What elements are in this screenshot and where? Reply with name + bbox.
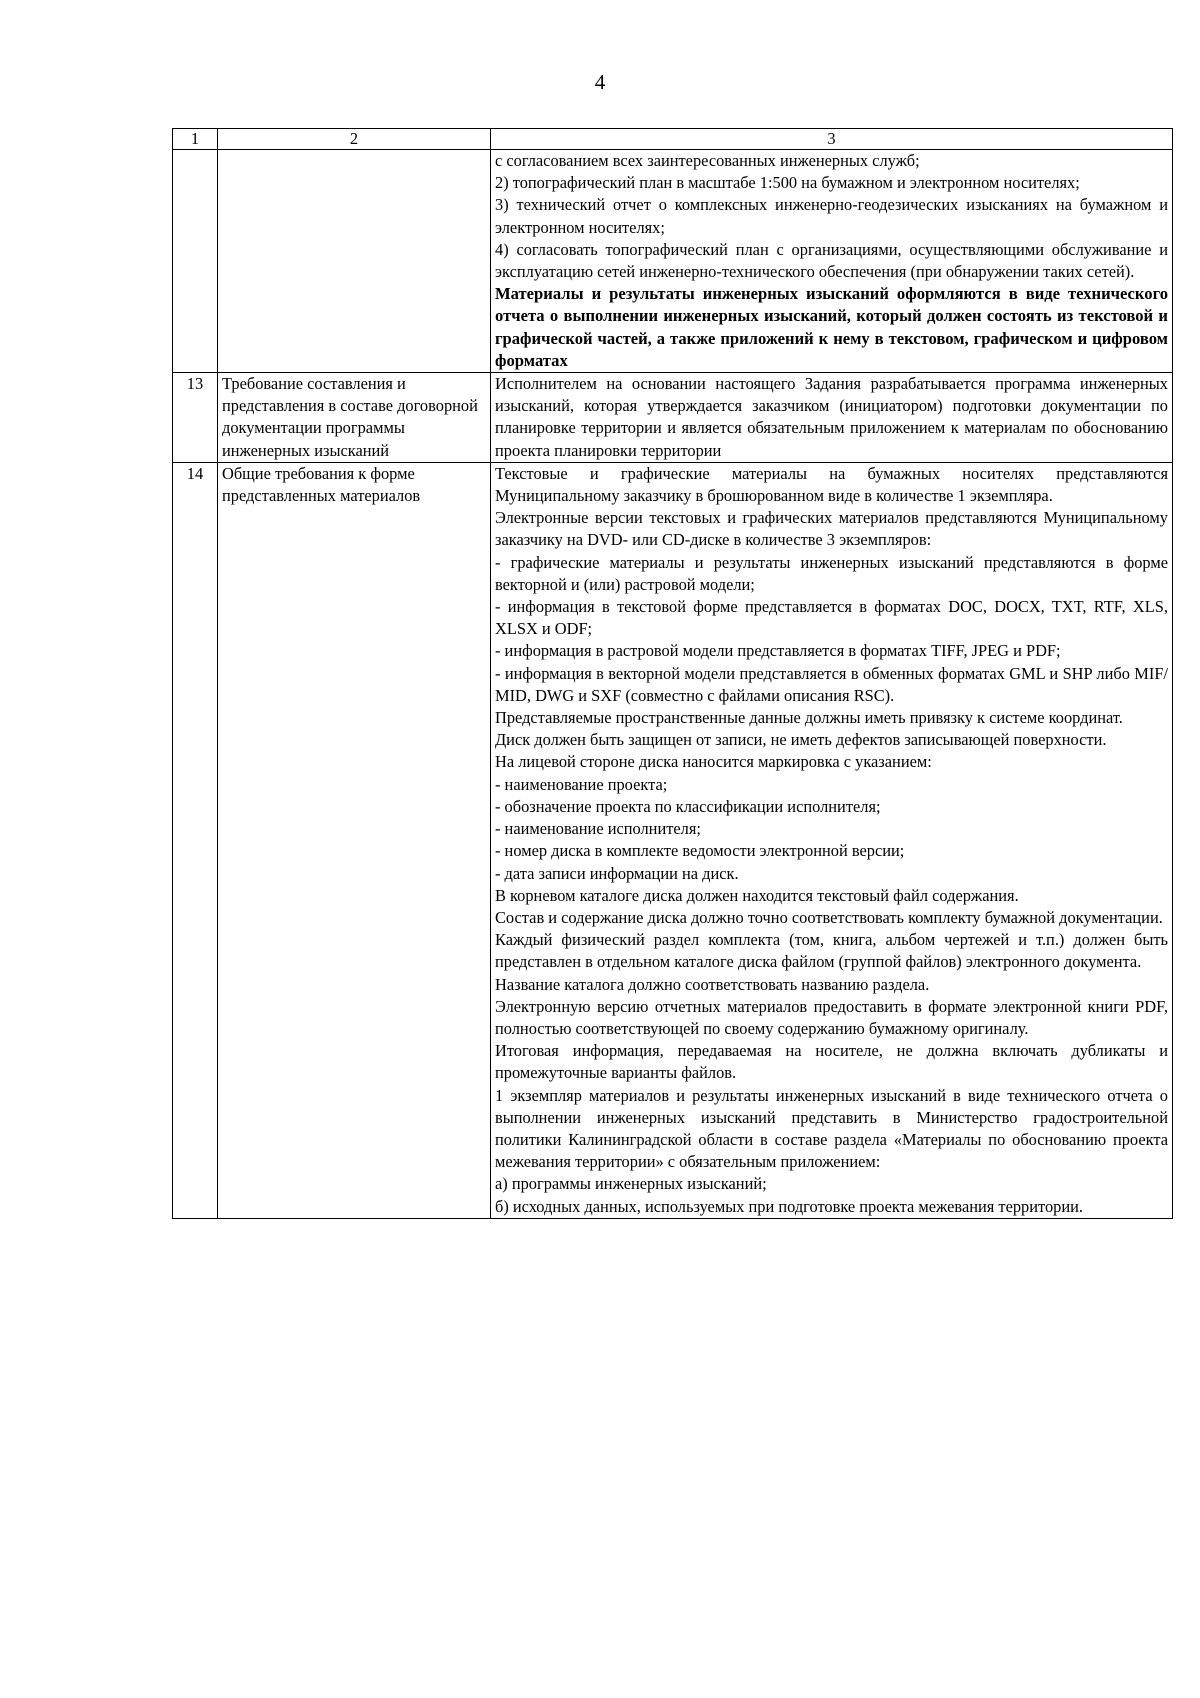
- requirement-name: Общие требования к форме представленных материалов: [218, 462, 491, 1218]
- content-paragraph: Текстовые и графические материалы на бумажных носителях представляются Муниципальному заказчику в брошюрованном виде в количестве 1 экземпляра.: [495, 463, 1168, 506]
- content-paragraph: Исполнителем на основании настоящего Задания разрабатывается программа инженерных изысканий, которая утверждается заказчиком (инициатором) подготовки документации по планировке территории и является обязательным приложением к материалам по обоснованию проекта планировки территории: [495, 374, 1168, 460]
- content-paragraph: Состав и содержание диска должно точно соответствовать комплекту бумажной документации.: [495, 907, 1163, 927]
- page-number: 4: [594, 70, 606, 94]
- table-header-row: [173, 129, 1173, 150]
- content-paragraph: 2) топографический план в масштабе 1:500 на бумажном и электронном носителях;: [495, 173, 1080, 193]
- row-number: 14: [173, 462, 218, 1218]
- content-paragraph: - номер диска в комплекте ведомости электронной версии;: [495, 841, 905, 861]
- table-row: [173, 150, 1173, 373]
- content-paragraph: На лицевой стороне диска наносится маркировка с указанием:: [495, 752, 932, 772]
- content-paragraph: Название каталога должно соответствовать названию раздела.: [495, 974, 930, 994]
- content-paragraph: с согласованием всех заинтересованных инженерных служб;: [495, 151, 920, 170]
- content-paragraph: 1 экземпляр материалов и результаты инженерных изысканий в виде технического отчета о выполнении инженерных изысканий представить в Министерство градостроительной политики Калининградской области в составе раздела «Материалы по обоснованию проекта межевания территории» с обязательным приложением:: [495, 1085, 1168, 1172]
- content-paragraph: - информация в векторной модели представляется в обменных форматах GML и SHP либо MIF/ MID, DWG и SXF (совместно с файлами описания RSC).: [495, 663, 1168, 705]
- column-header: 3: [491, 129, 1173, 150]
- column-header: 2: [218, 129, 491, 150]
- content-paragraph: 3) технический отчет о комплексных инженерно-геодезических изысканиях на бумажном и электронном носителях;: [495, 195, 1168, 237]
- content-paragraph: В корневом каталоге диска должен находится текстовый файл содержания.: [495, 885, 1019, 905]
- content-paragraph: Итоговая информация, передаваемая на носителе, не должна включать дубликаты и промежуточные варианты файлов.: [495, 1041, 1168, 1083]
- content-paragraph: б) исходных данных, используемых при подготовке проекта межевания территории.: [495, 1196, 1083, 1216]
- requirement-content: [491, 150, 1173, 373]
- content-paragraph: Материалы и результаты инженерных изысканий оформляются в виде технического отчета о выполнении инженерных изысканий, который должен состоять из текстовой и графической частей, а также приложений к нему в текстовом, графическом и цифровом форматах: [495, 284, 1168, 370]
- row-number: [173, 150, 218, 373]
- requirement-name: Требование составления и представления в составе договорной документации программы инженерных изысканий: [218, 373, 491, 463]
- content-paragraph: 4) согласовать топографический план с организациями, осуществляющими обслуживание и эксплуатацию сетей инженерно-технического обеспечения (при обнаружении таких сетей).: [495, 239, 1168, 282]
- content-paragraph: - графические материалы и результаты инженерных изысканий представляются в форме векторной и (или) растровой модели;: [495, 552, 1168, 594]
- content-paragraph: Каждый физический раздел комплекта (том, книга, альбом чертежей и т.п.) должен быть представлен в отдельном каталоге диска файлом (группой файлов) электронного документа.: [495, 930, 1168, 972]
- table-row: [173, 462, 1173, 1218]
- content-paragraph: Электронные версии текстовых и графических материалов представляются Муниципальному заказчику на DVD- или CD-диске в количестве 3 экземпляров:: [495, 508, 1168, 550]
- requirement-content: [491, 462, 1173, 1218]
- table-row: [173, 373, 1173, 463]
- requirement-content: [491, 373, 1173, 463]
- content-paragraph: Диск должен быть защищен от записи, не иметь дефектов записывающей поверхности.: [495, 730, 1107, 750]
- row-number: 13: [173, 373, 218, 463]
- content-paragraph: - наименование исполнителя;: [495, 819, 701, 839]
- content-paragraph: - информация в текстовой форме представляется в форматах DOC, DOCX, TXT, RTF, XLS, XLSX и ODF;: [495, 597, 1168, 639]
- content-paragraph: - дата записи информации на диск.: [495, 863, 739, 883]
- content-paragraph: - наименование проекта;: [495, 774, 668, 794]
- content-paragraph: - обозначение проекта по классификации исполнителя;: [495, 796, 881, 816]
- content-paragraph: а) программы инженерных изысканий;: [495, 1174, 767, 1194]
- requirement-name: [218, 150, 491, 373]
- content-paragraph: Представляемые пространственные данные должны иметь привязку к системе координат.: [495, 708, 1123, 728]
- column-header: 1: [173, 129, 218, 150]
- content-paragraph: Электронную версию отчетных материалов предоставить в формате электронной книги PDF, полностью соответствующей по своему содержанию бумажному оригиналу.: [495, 996, 1168, 1038]
- content-paragraph: - информация в растровой модели представляется в форматах TIFF, JPEG и PDF;: [495, 641, 1061, 661]
- requirements-table: [172, 128, 1173, 1219]
